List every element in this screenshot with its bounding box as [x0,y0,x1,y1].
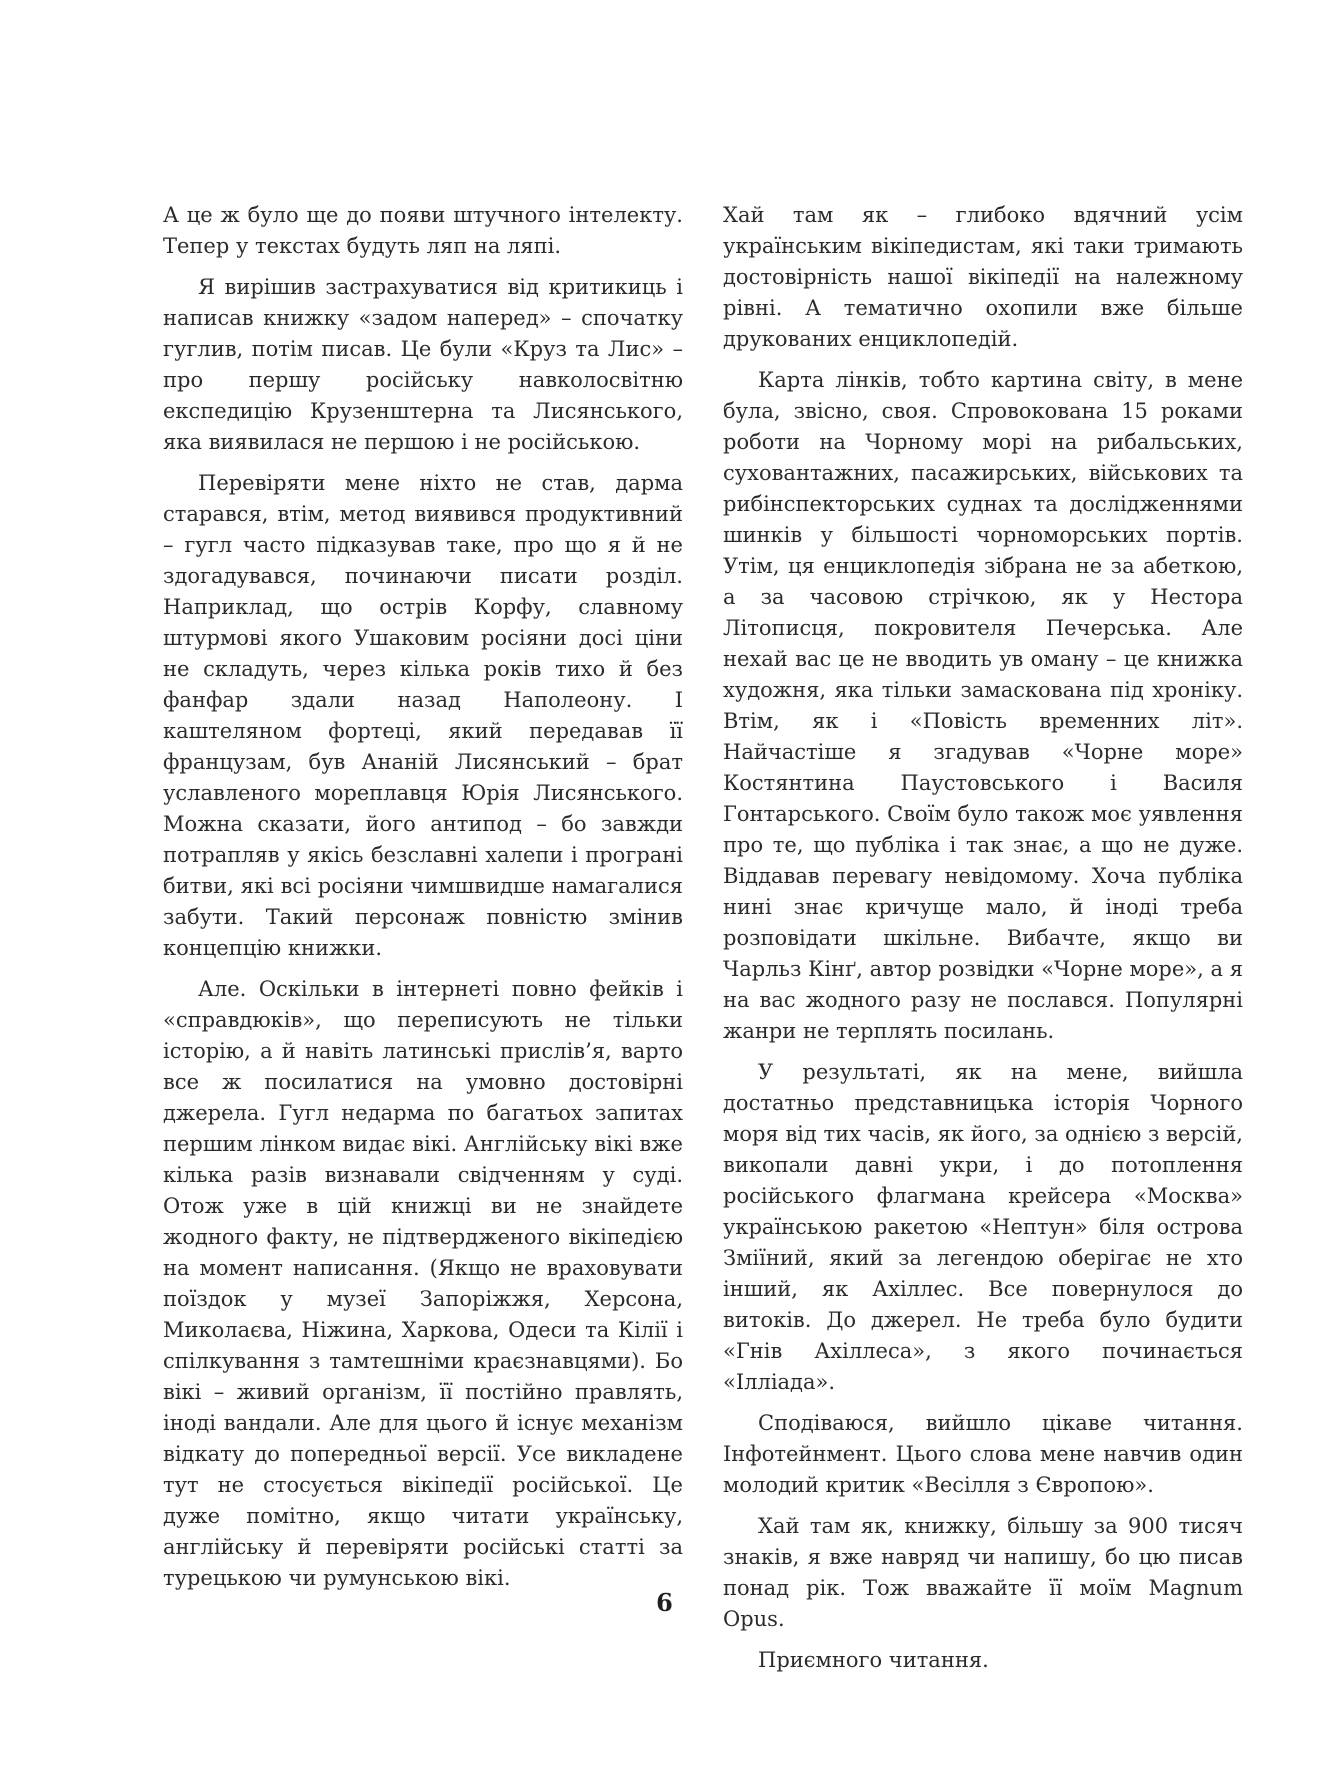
paragraph: Перевіряти мене ніхто не став, дарма старався, втім, метод виявився продуктивний – гугл часто підказував таке, про що я й не здогадувався, починаючи писати розділ. Наприклад, що острів Корфу, славному штурмові якого Ушаковим росіяни досі ціни не складуть, через кілька років тихо й без фанфар здали назад Наполеону. І каштеляном фортеці, який передавав її французам, був Ананій Лисянський – брат уславленого мореплавця Юрія Лисянського. Можна сказати, його антипод – бо завжди потрапляв у якісь безславні халепи і програні битви, які всі росіяни чимшвидше намагалися забути. Такий персонаж повністю змінив концепцію книжки. [163,471,683,960]
paragraph: Хай там як – глибоко вдячний усім українським вікіпедистам, які таки тримають достовірність нашої вікіпедії на належному рівні. А тематично охопили вже більше друкованих енциклопедій. [723,203,1243,351]
right-text-column [723,200,1243,1676]
paragraph: А це ж було ще до появи штучного інтелекту. Тепер у текстах будуть ляп на ляпі. [163,203,683,258]
paragraph: Хай там як, книжку, більшу за 900 тисяч знаків, я вже навряд чи напишу, бо цю писав понад рік. Тож вважайте її моїм Magnum Opus. [723,1514,1243,1631]
paragraph: Сподіваюся, вийшло цікаве читання. Інфотейнмент. Цього слова мене навчив один молодий критик «Весілля з Європою». [723,1411,1243,1497]
paragraph: Приємного читання. [758,1648,989,1672]
left-text-column [163,200,683,1594]
paragraph: Але. Оскільки в інтернеті повно фейків і «справдюків», що переписують не тільки історію, а й навіть латинські прислів’я, варто все ж посилатися на умовно достовірні джерела. Гугл недарма по багатьох запитах першим лінком видає вікі. Англійську вікі вже кілька разів визнавали свідченням у суді. Отож уже в цій книжці ви не знайдете жодного факту, не підтвердженого вікіпедією на момент написання. (Якщо не враховувати поїздок у музеї Запоріжжя, Херсона, Миколаєва, Ніжина, Харкова, Одеси та Кілії і спілкування з тамтешніми краєзнавцями). Бо вікі – живий організм, її постійно правлять, іноді вандали. Але для цього й існує механізм відкату до попередньої версії. Усе викладене тут не стосується вікіпедії російської. Це дуже помітно, якщо читати українську, англійську й перевіряти російські статті за турецькою чи румунською вікі. [163,977,683,1590]
page-number: 6 [656,1588,673,1617]
paragraph: Карта лінків, тобто картина світу, в мене була, звісно, своя. Спровокована 15 роками роботи на Чорному морі на рибальських, суховантажних, пасажирських, військових та рибінспекторських суднах та дослідженнями шинків у більшості чорноморських портів. Утім, ця енциклопедія зібрана не за абеткою, а за часовою стрічкою, як у Нестора Літописця, покровителя Печерська. Але нехай вас це не вводить ув оману – це книжка художня, яка тільки замаскована під хроніку. Втім, як і «Повість временних літ». Найчастіше я згадував «Чорне море» Костянтина Паустовського і Василя Гонтарського. Своїм було також моє уявлення про те, що публіка і так знає, а що не дуже. Віддавав перевагу невідомому. Хоча публіка нині знає кричуще мало, й іноді треба розповідати шкільне. Вибачте, якщо ви Чарльз Кінґ, автор розвідки «Чорне море», а я на вас жодного разу не послався. Популярні жанри не терплять посилань. [723,368,1243,1043]
paragraph: Я вирішив застрахуватися від критикиць і написав книжку «задом наперед» – спочатку гуглив, потім писав. Це були «Круз та Лис» – про першу російську навколосвітню експедицію Крузенштерна та Лисянського, яка виявилася не першою і не російською. [163,275,683,454]
paragraph: У результаті, як на мене, вийшла достатньо представницька історія Чорного моря від тих часів, як його, за однією з версій, викопали давні укри, і до потоплення російського флагмана крейсера «Москва» українською ракетою «Нептун» біля острова Зміїний, який за легендою оберігає не хто інший, як Ахіллес. Все повернулося до витоків. До джерел. Не треба було будити «Гнів Ахіллеса», з якого починається «Ілліада». [723,1060,1243,1394]
